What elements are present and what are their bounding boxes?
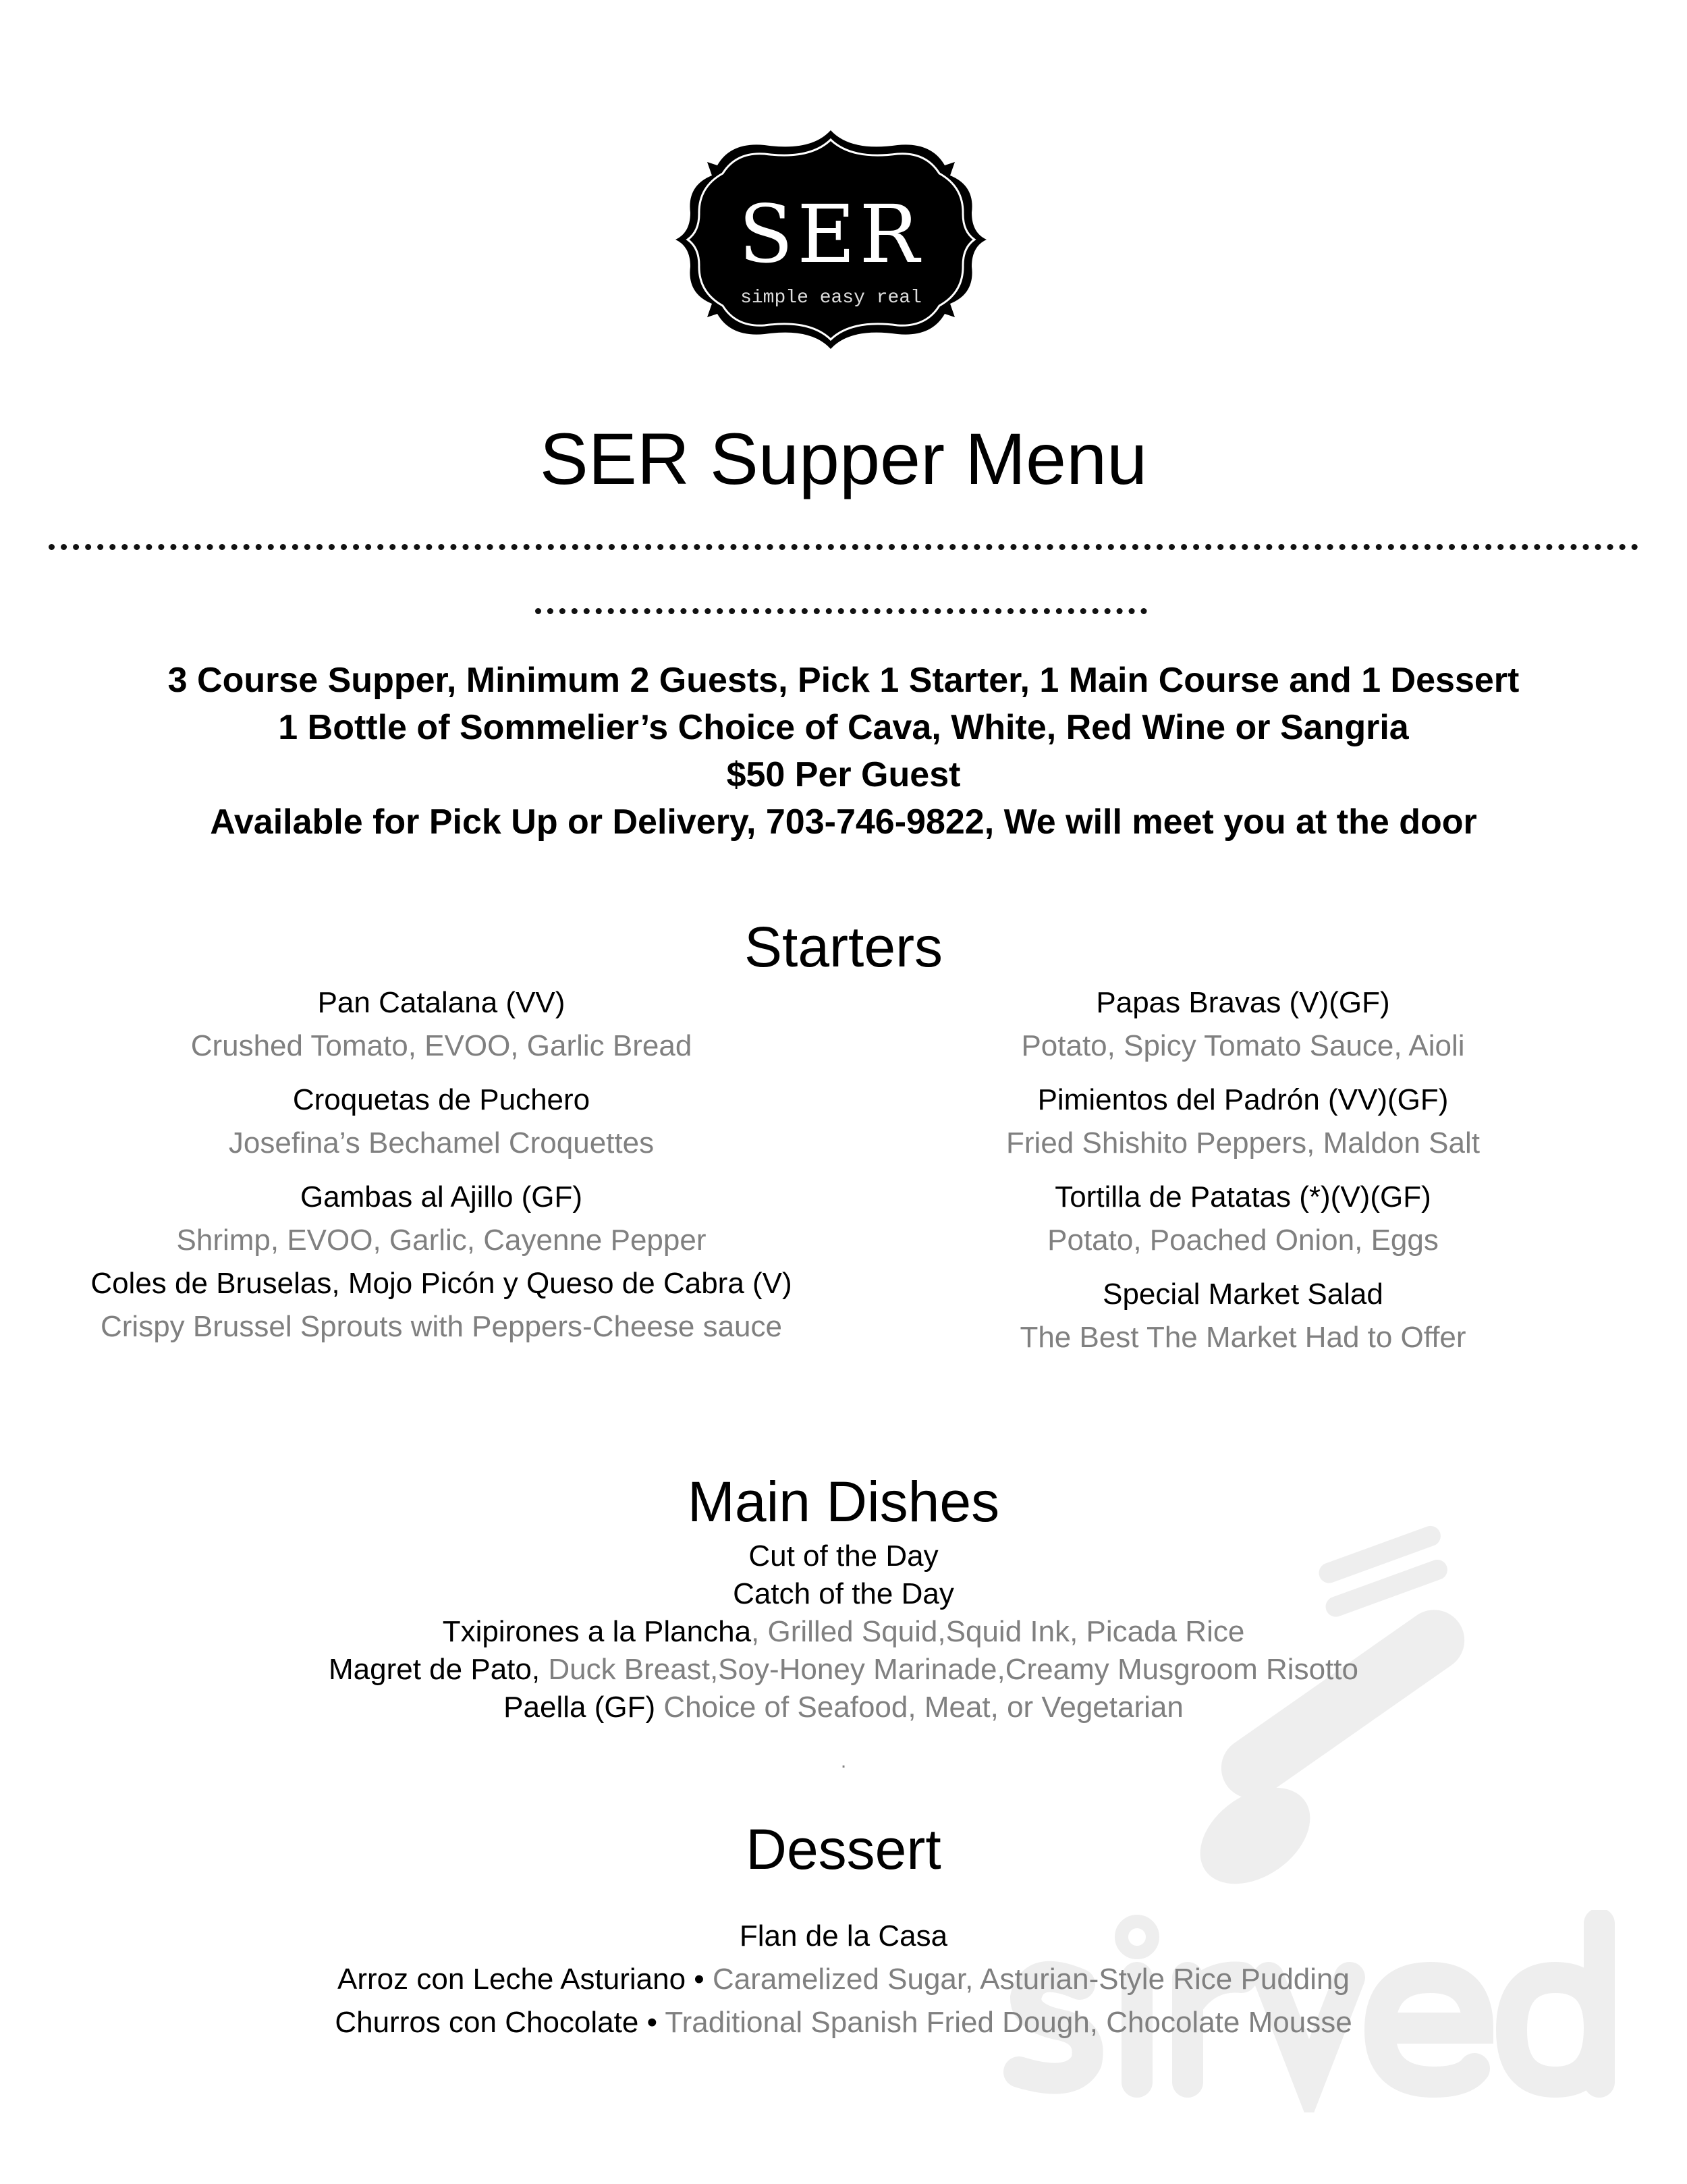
intro-line: 3 Course Supper, Minimum 2 Guests, Pick 1 Starter, 1 Main Course and 1 Dessert [167, 661, 1520, 700]
item-desc: Choice of Seafood, Meat, or Vegetarian [655, 1691, 1184, 1724]
logo-name: SER [738, 188, 924, 281]
intro-line: Available for Pick Up or Delivery, 703-746-9822, We will meet you at the door [210, 802, 1477, 842]
item-name: Tortilla de Patatas (*)(V)(GF) [1055, 1180, 1431, 1213]
starters-heading: Starters [744, 915, 943, 979]
item-name: Gambas al Ajillo (GF) [300, 1180, 583, 1213]
menu-item [0, 1689, 1687, 1726]
menu-item [40, 1262, 842, 1348]
item-name: Cut of the Day [748, 1539, 939, 1573]
menu-item [842, 981, 1644, 1068]
item-desc: Duck Breast,Soy-Honey Marinade,Creamy Musgroom Risotto [540, 1653, 1358, 1686]
starters-left-column [40, 981, 842, 1370]
separator: . [840, 1750, 847, 1772]
item-desc: Crispy Brussel Sprouts with Peppers-Cheese sauce [100, 1310, 782, 1343]
item-name: Catch of the Day [733, 1577, 954, 1610]
item-desc: Potato, Poached Onion, Eggs [1047, 1224, 1439, 1257]
dessert-heading: Dessert [746, 1818, 941, 1881]
item-name: Arroz con Leche Asturiano • [337, 1963, 713, 1996]
starters-right-column [842, 981, 1644, 1370]
item-desc: Caramelized Sugar, Asturian-Style Rice Pudding [712, 1963, 1350, 1996]
item-name: Pimientos del Padrón (VV)(GF) [1037, 1083, 1449, 1116]
mains-list [0, 1537, 1687, 1780]
logo-tagline: simple easy real [740, 288, 922, 308]
intro [0, 657, 1687, 846]
item-desc: , Grilled Squid,Squid Ink, Picada Rice [751, 1615, 1245, 1648]
page-title: SER Supper Menu [539, 418, 1148, 499]
item-name: Flan de la Casa [739, 1919, 948, 1953]
menu-item [0, 1613, 1687, 1651]
item-name: Papas Bravas (V)(GF) [1096, 986, 1390, 1019]
intro-line: $50 Per Guest [726, 755, 961, 794]
menu-item [40, 1079, 842, 1165]
menu-item [0, 2001, 1687, 2044]
item-desc: Fried Shishito Peppers, Maldon Salt [1006, 1126, 1480, 1159]
item-name: Special Market Salad [1103, 1278, 1383, 1311]
item-name: Coles de Bruselas, Mojo Picón y Queso de Cabra (V) [90, 1267, 792, 1300]
item-name: Txipirones a la Plancha [442, 1615, 752, 1648]
item-desc: Shrimp, EVOO, Garlic, Cayenne Pepper [176, 1224, 707, 1257]
menu-item [0, 1958, 1687, 2001]
menu-item [40, 981, 842, 1068]
item-desc: Josefina’s Bechamel Croquettes [228, 1126, 655, 1159]
menu-item [842, 1079, 1644, 1165]
menu-item [842, 1176, 1644, 1262]
menu-item [0, 1575, 1687, 1613]
menu-item [40, 1176, 842, 1262]
menu-item [0, 1537, 1687, 1575]
item-desc: The Best The Market Had to Offer [1020, 1321, 1466, 1354]
item-name: Croquetas de Puchero [292, 1083, 590, 1116]
item-desc: Potato, Spicy Tomato Sauce, Aioli [1021, 1029, 1465, 1062]
intro-line: 1 Bottle of Sommelier’s Choice of Cava, White, Red Wine or Sangria [278, 708, 1409, 747]
starters-columns [0, 981, 1687, 1370]
dotted-divider-short [535, 608, 1147, 614]
dessert-list [0, 1915, 1687, 2044]
menu-item [842, 1273, 1644, 1359]
menu-item [0, 1915, 1687, 1958]
item-name: Paella (GF) [503, 1691, 656, 1724]
mains-heading: Main Dishes [687, 1470, 1000, 1533]
item-name: Magret de Pato, [329, 1653, 541, 1686]
dotted-divider [49, 544, 1638, 550]
item-name: Churros con Chocolate • [335, 2006, 665, 2039]
item-desc: Crushed Tomato, EVOO, Garlic Bread [190, 1029, 692, 1062]
logo [675, 125, 987, 354]
menu-item [0, 1651, 1687, 1689]
item-name: Pan Catalana (VV) [317, 986, 565, 1019]
item-desc: Traditional Spanish Fried Dough, Chocolate Mousse [665, 2006, 1352, 2039]
